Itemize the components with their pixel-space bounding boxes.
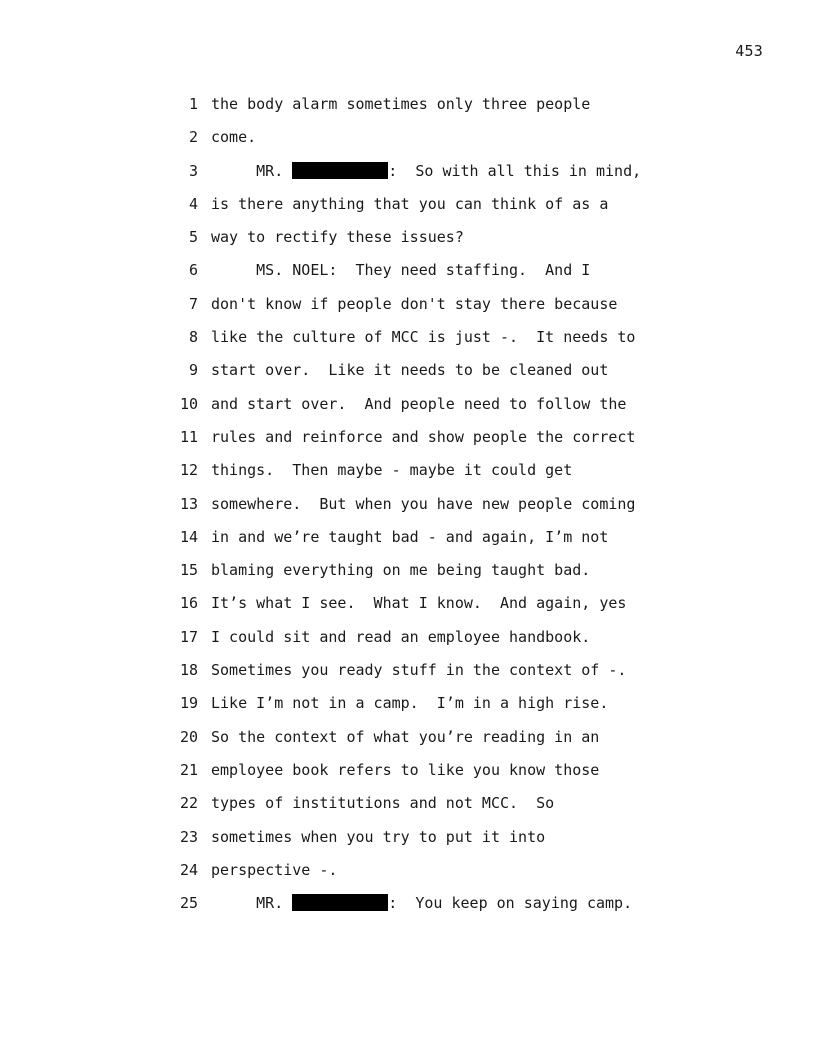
line-number: 11 [179,427,198,446]
line-text [211,654,626,687]
transcript-line [170,721,790,754]
transcript-line [170,421,790,454]
line-segment: : You keep on saying camp. [388,894,633,913]
line-segment: in and we’re taught bad - and again, I’m not [211,527,609,546]
line-segment: It’s what I see. What I know. And again, yes [211,594,627,613]
line-text [211,854,337,887]
transcript-line [170,388,790,421]
line-segment: and start over. And people need to follow the [211,394,627,413]
line-text [211,521,608,554]
line-number: 18 [179,661,198,680]
transcript-line [170,554,790,587]
line-number: 3 [188,161,198,180]
transcript-line [170,887,790,920]
page-number: 453 [735,42,763,60]
line-number: 13 [179,494,198,513]
line-number: 12 [179,461,198,480]
transcript-line [170,654,790,687]
line-number: 24 [179,860,198,879]
line-text [211,488,635,521]
line-text [211,254,590,287]
line-text [211,421,635,454]
line-segment: the body alarm sometimes only three people [211,95,591,113]
line-text [211,188,608,221]
transcript-line [170,854,790,887]
line-text [211,754,599,787]
transcript-line [170,321,790,354]
transcript-line [170,121,790,154]
line-text [211,221,464,254]
line-segment: MR. [211,161,293,180]
line-number: 2 [188,128,198,147]
line-number: 14 [179,527,198,546]
transcript-line [170,454,790,487]
line-segment: employee book refers to like you know those [211,760,600,779]
line-text [211,354,608,387]
transcript-line [170,821,790,854]
transcript-line [170,88,790,121]
line-number: 10 [179,394,198,413]
line-number: 22 [179,794,198,813]
line-segment: things. Then maybe - maybe it could get [211,461,573,480]
line-segment: I could sit and read an employee handbook. [211,627,591,646]
line-segment: is there anything that you can think of as a [211,194,609,213]
line-text [211,621,590,654]
transcript-line [170,787,790,820]
line-number: 4 [188,194,198,213]
redaction-box [292,162,388,179]
line-segment: like the culture of MCC is just -. It needs to [211,328,636,347]
line-text [211,88,590,121]
line-text [211,454,572,487]
line-segment: somewhere. But when you have new people coming [211,494,636,513]
line-segment: Like I’m not in a camp. I’m in a high rise. [211,694,609,713]
line-text [211,554,590,587]
line-text [211,687,608,720]
line-segment: types of institutions and not MCC. So [211,794,555,813]
line-number: 7 [188,294,198,313]
line-text [211,321,635,354]
line-segment: MS. NOEL: They need staffing. And I [211,261,591,280]
line-segment: way to rectify these issues? [211,228,464,247]
line-number: 8 [188,328,198,347]
line-text [211,587,626,620]
transcript-body [170,88,790,920]
line-segment: Sometimes you ready stuff in the context of -. [211,661,627,680]
transcript-line [170,354,790,387]
line-number: 16 [179,594,198,613]
line-text [211,821,545,854]
line-segment: rules and reinforce and show people the correct [211,427,636,446]
line-segment: perspective -. [211,860,338,879]
line-segment: blaming everything on me being taught bad. [211,561,591,580]
line-segment: don't know if people don't stay there because [211,294,618,313]
line-number: 1 [188,95,198,113]
line-number: 15 [179,561,198,580]
line-number: 17 [179,627,198,646]
transcript-line [170,288,790,321]
transcript-line [170,254,790,287]
line-segment: sometimes when you try to put it into [211,827,546,846]
line-text [211,288,617,321]
line-number: 6 [188,261,198,280]
line-number: 21 [179,760,198,779]
line-segment: come. [211,128,257,147]
transcript-line [170,155,790,188]
line-text [211,121,256,154]
line-number: 5 [188,228,198,247]
transcript-line [170,221,790,254]
line-number: 23 [179,827,198,846]
transcript-line [170,188,790,221]
line-number: 9 [188,361,198,380]
line-segment: MR. [211,894,293,913]
line-text [211,155,641,188]
line-segment: So the context of what you’re reading in an [211,727,600,746]
line-text [211,887,632,920]
transcript-line [170,754,790,787]
redaction-box [292,894,388,911]
line-number: 25 [179,894,198,913]
transcript-line [170,488,790,521]
transcript-line [170,587,790,620]
line-segment: start over. Like it needs to be cleaned out [211,361,609,380]
line-segment: : So with all this in mind, [388,161,642,180]
transcript-line [170,621,790,654]
line-number: 20 [179,727,198,746]
line-text [211,787,554,820]
line-text [211,388,626,421]
transcript-line [170,687,790,720]
transcript-line [170,521,790,554]
line-number: 19 [179,694,198,713]
line-text [211,721,599,754]
